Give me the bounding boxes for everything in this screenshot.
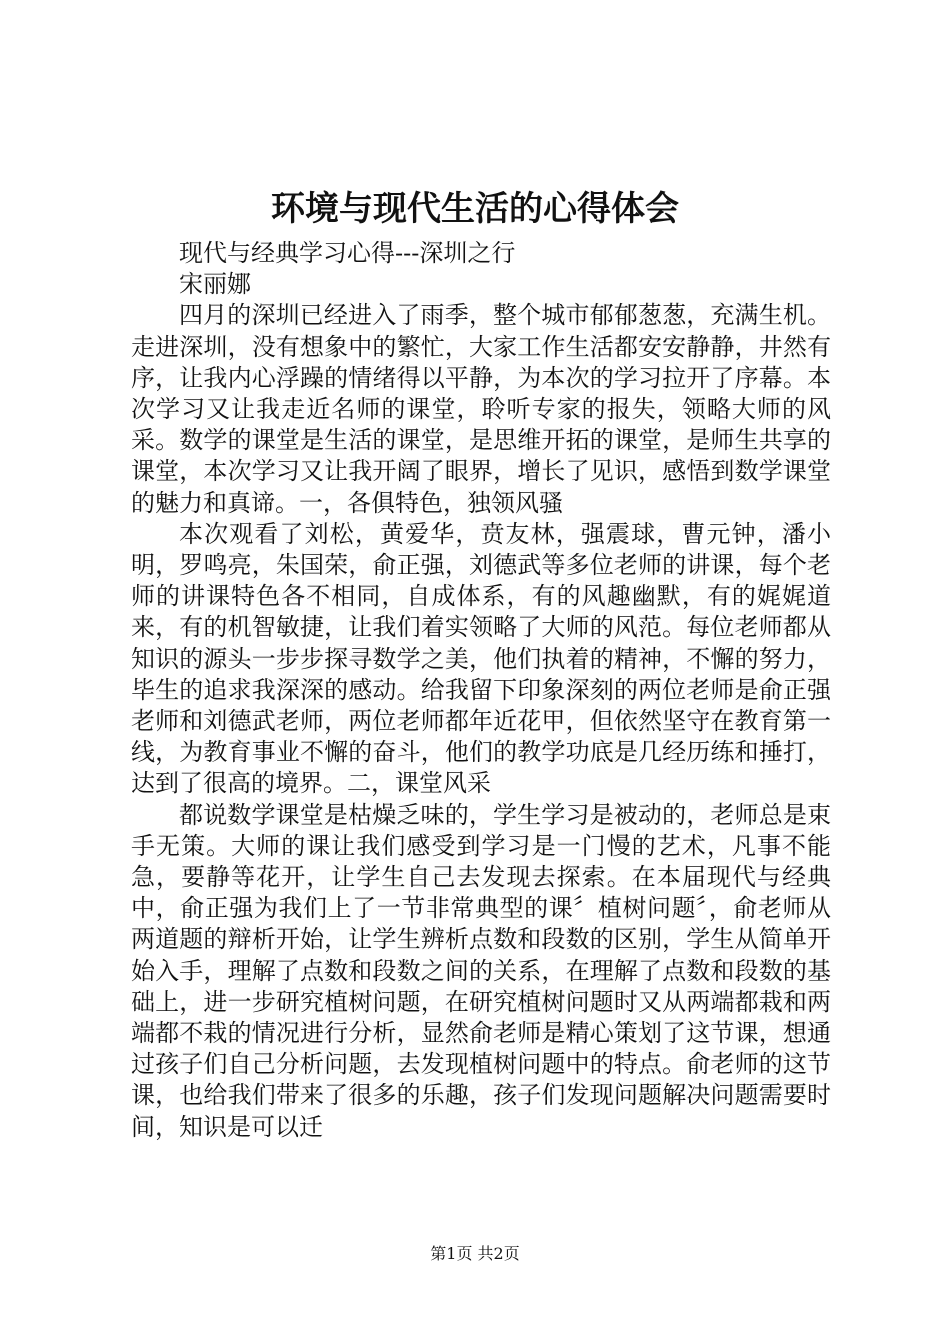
paragraph-3: 都说数学课堂是枯燥乏味的，学生学习是被动的，老师总是束手无策。大师的课让我们感受到学习是一门慢的艺术，凡事不能急，要静等花开，让学生自己去发现去探索。在本届现代与经典中，俞正强为我们上了一节非常典型的课〞植树问题〞，俞老师从两道题的辩析开始，让学生辨析点数和段数的区别，学生从简单开始入手，理解了点数和段数之间的关系，在理解了点数和段数的基础上，进一步研究植树问题，在研究植树问题时又从两端都栽和两端都不栽的情况进行分析，显然俞老师是精心策划了这节课，想通过孩子们自己分析问题，去发现植树问题中的特点。俞老师的这节课，也给我们带来了很多的乐趣，孩子们发现问题解决问题需要时间，知识是可以迁 (131, 800, 831, 1141)
document-author: 宋丽娜 (179, 270, 251, 299)
document-body (131, 238, 831, 1143)
document-title: 环境与现代生活的心得体会 (271, 189, 679, 229)
page-number-footer: 第1页 共2页 (430, 1244, 520, 1263)
paragraph-2: 本次观看了刘松，黄爱华，贲友林，强震球，曹元钟，潘小明，罗鸣亮，朱国荣，俞正强，刘德武等多位老师的讲课，每个老师的讲课特色各不相同，自成体系，有的风趣幽默，有的娓娓道来，有的机智敏捷，让我们着实领略了大师的风范。每位老师都从知识的源头一步步探寻数学之美，他们执着的精神，不懈的努力，毕生的追求我深深的感动。给我留下印象深刻的两位老师是俞正强老师和刘德武老师，两位老师都年近花甲，但依然坚守在教育第一线，为教育事业不懈的奋斗，他们的教学功底是几经历练和捶打，达到了很高的境界。二，课堂风采 (131, 519, 831, 798)
paragraph-1: 四月的深圳已经进入了雨季，整个城市郁郁葱葱，充满生机。走进深圳，没有想象中的繁忙，大家工作生活都安安静静，井然有序，让我内心浮躁的情绪得以平静，为本次的学习拉开了序幕。本次学习又让我走近名师的课堂，聆听专家的报失，领略大师的风采。数学的课堂是生活的课堂，是思维开拓的课堂，是师生共享的课堂，本次学习又让我开阔了眼界，增长了见识，感悟到数学课堂的魅力和真谛。一，各俱特色，独领风骚 (131, 301, 831, 517)
document-subtitle: 现代与经典学习心得---深圳之行 (179, 239, 516, 267)
